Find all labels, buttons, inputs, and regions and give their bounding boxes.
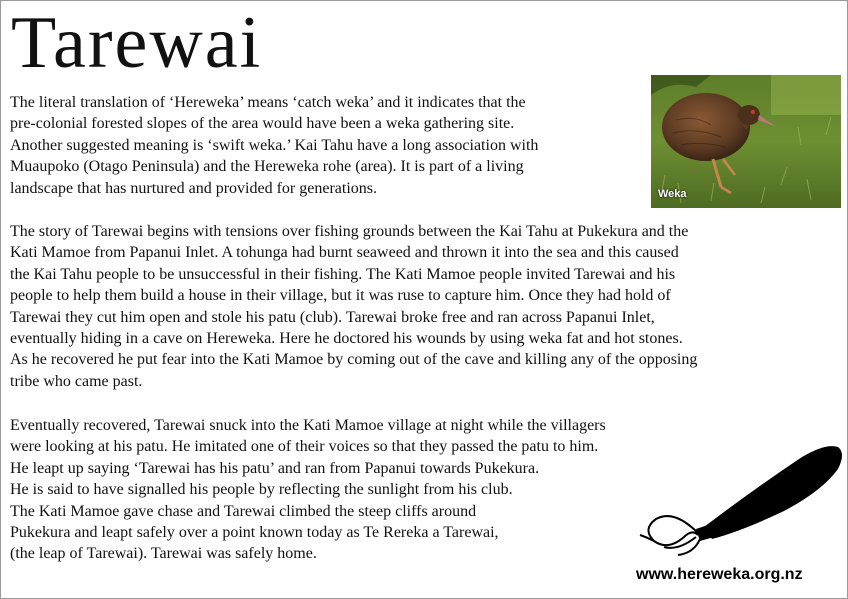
paragraph-line: were looking at his patu. He imitated one of their voices so that they passed the patu to him. <box>10 438 599 456</box>
page-title: Tarewai <box>11 2 263 84</box>
paragraph-line: Tarewai they cut him open and stole his patu (club). Tarewai broke free and ran across Papanui Inlet, <box>10 308 655 326</box>
paragraph-line: people to help them build a house in their village, but it was ruse to capture him. Once they had hold of <box>10 287 671 305</box>
paragraph-line: Another suggested meaning is ‘swift weka.’ Kai Tahu have a long association with <box>10 136 539 154</box>
story-paragraph <box>10 221 697 392</box>
paragraph-line: (the leap of Tarewai). Tarewai was safely home. <box>10 545 317 563</box>
paragraph-line: eventually hiding in a cave on Hereweka. Here he doctored his wounds by using weka fat and hot stones. <box>10 330 683 348</box>
paragraph-line: The Kati Mamoe gave chase and Tarewai climbed the steep cliffs around <box>10 502 477 520</box>
paragraph-line: The story of Tarewai begins with tensions over fishing grounds between the Kai Tahu at Pukekura and the <box>10 223 689 240</box>
paragraph-line: The literal translation of ‘Hereweka’ means ‘catch weka’ and it indicates that the <box>10 94 526 111</box>
website-url: www.hereweka.org.nz <box>636 566 803 583</box>
paragraph-line: He is said to have signalled his people by reflecting the sunlight from his club. <box>10 481 513 499</box>
paragraph-line: Pukekura and leapt safely over a point known today as Te Rereka a Tarewai, <box>10 524 499 542</box>
paragraph-line: Muaupoko (Otago Peninsula) and the Hereweka rohe (area). It is part of a living <box>10 158 524 176</box>
paragraph-line: pre-colonial forested slopes of the area would have been a weka gathering site. <box>10 115 515 133</box>
ending-paragraph <box>10 415 606 565</box>
weka-photo <box>651 75 841 208</box>
paragraph-line: the Kai Tahu people to be unsuccessful in their fishing. The Kati Mamoe people invited Tarewai and his <box>10 265 676 283</box>
intro-paragraph <box>10 92 538 199</box>
photo-caption: Weka <box>658 188 687 200</box>
paragraph-line: Eventually recovered, Tarewai snuck into the Kati Mamoe village at night while the villagers <box>10 417 606 434</box>
paragraph-line: Kati Mamoe from Papanui Inlet. A tohunga had burnt seaweed and thrown it into the sea and this caused <box>10 244 679 262</box>
patu-club-icon <box>634 439 846 559</box>
paragraph-line: landscape that has nurtured and provided for generations. <box>10 179 377 197</box>
paragraph-line: He leapt up saying ‘Tarewai has his patu’ and ran from Papanui towards Pukekura. <box>10 459 540 477</box>
paragraph-line: As he recovered he put fear into the Kati Mamoe by coming out of the cave and killing any of the opposing <box>10 351 698 369</box>
paragraph-line: tribe who came past. <box>10 372 143 390</box>
